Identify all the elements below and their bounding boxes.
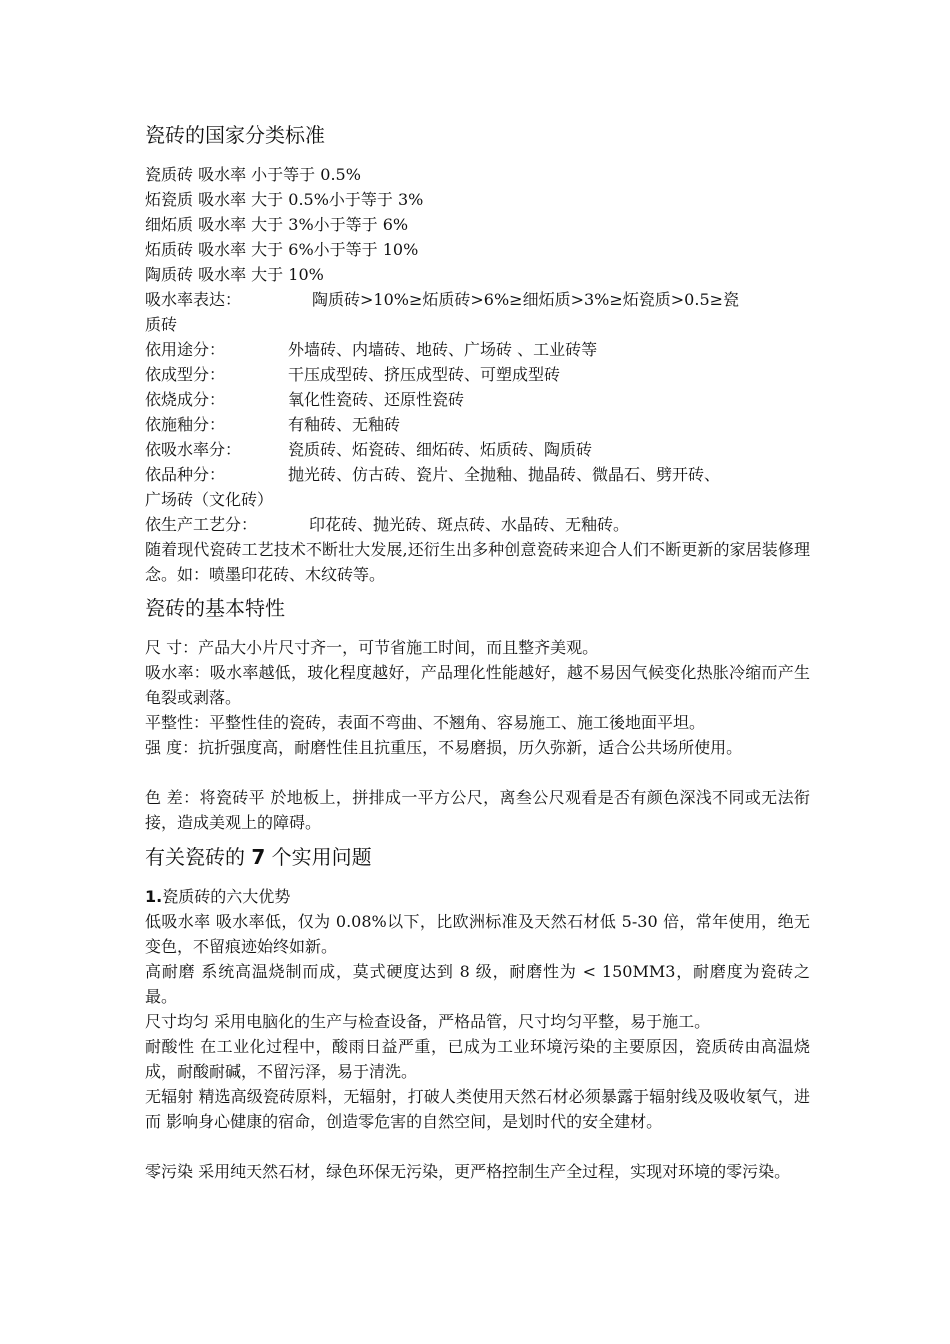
class-by-forming [145, 363, 560, 388]
section-title-questions [145, 843, 372, 871]
class-line-2: 炻瓷质 吸水率 大于 0.5%小于等于 3% [145, 190, 424, 209]
title-suffix: 个实用问题 [265, 845, 372, 869]
process-label: 依生产工艺分： [145, 515, 258, 534]
section-title-properties: 瓷砖的基本特性 [145, 596, 285, 620]
class-line-4: 炻质砖 吸水率 大于 6%小于等于 10% [145, 240, 419, 259]
class-label: 依施釉分： [145, 415, 226, 434]
class-line-5: 陶质砖 吸水率 大于 10% [145, 265, 324, 284]
subheading-text: 瓷质砖的六大优势 [162, 887, 291, 906]
advantage-no-radiation: 无辐射 精选高级瓷砖原料，无辐射，打破人类使用天然石材必须暴露于辐射线及吸收氡气，进而 影响身心健康的宿命，创造零危害的自然空间，是划时代的安全建材。 [145, 1087, 810, 1131]
property-absorption: 吸水率：吸水率越低，玻化程度越好，产品理化性能越好，越不易因气候变化热胀冷缩而产生龟裂或剥落。 [145, 663, 810, 707]
class-by-variety-cont: 广场砖（文化砖） [145, 490, 274, 509]
title-number: 7 [251, 845, 266, 869]
section-title-classification: 瓷砖的国家分类标准 [145, 123, 325, 147]
class-by-firing [145, 388, 464, 413]
title-prefix: 有关瓷砖的 [145, 845, 252, 869]
property-strength: 强 度：抗折强度高，耐磨性佳且抗重压，不易磨损，历久弥新，适合公共场所使用。 [145, 738, 743, 757]
absorption-label: 吸水率表达： [145, 290, 242, 309]
class-by-absorption [145, 438, 592, 463]
class-value: 瓷质砖、炻瓷砖、细炻砖、炻质砖、陶质砖 [288, 440, 593, 459]
process-value: 印花砖、抛光砖、斑点砖、水晶砖、无釉砖。 [309, 515, 630, 534]
class-value: 氧化性瓷砖、还原性瓷砖 [288, 390, 465, 409]
class-by-variety [145, 463, 720, 488]
advantage-zero-pollution: 零污染 采用纯天然石材，绿色环保无污染，更严格控制生产全过程，实现对环境的零污染。 [145, 1162, 791, 1181]
class-label: 依成型分： [145, 365, 226, 384]
class-label: 依吸水率分： [145, 440, 242, 459]
class-by-use [145, 338, 597, 363]
subheading-advantages [145, 885, 290, 910]
property-size: 尺 寸：产品大小片尺寸齐一，可节省施工时间，而且整齐美观。 [145, 638, 599, 657]
absorption-line [145, 288, 739, 313]
property-flatness: 平整性：平整性佳的瓷砖，表面不弯曲、不翘角、容易施工、施工後地面平坦。 [145, 713, 706, 732]
variety-label: 依品种分： [145, 465, 226, 484]
class-value: 干压成型砖、挤压成型砖、可塑成型砖 [288, 365, 561, 384]
class-value: 有釉砖、无釉砖 [288, 415, 401, 434]
advantage-uniform-size: 尺寸均匀 采用电脑化的生产与检查设备，严格品管，尺寸均匀平整，易于施工。 [145, 1012, 711, 1031]
subheading-number: 1. [145, 887, 163, 906]
advantage-low-absorption: 低吸水率 吸水率低，仅为 0.08%以下，比欧洲标准及天然石材低 5-30 倍，常年使用，绝无变色，不留痕迹始终如新。 [145, 912, 810, 956]
class-by-process [145, 513, 629, 538]
absorption-line-cont: 质砖 [145, 315, 178, 334]
class-by-glaze [145, 413, 400, 438]
intro-paragraph: 随着现代瓷砖工艺技术不断壮大发展,还衍生出多种创意瓷砖来迎合人们不断更新的家居装修理念。如：喷墨印花砖、木纹砖等。 [145, 540, 810, 584]
property-color-diff: 色 差：将瓷砖平 於地板上，拼排成一平方公尺，离叁公尺观看是否有颜色深浅不同或无法衔接，造成美观上的障碍。 [145, 788, 810, 832]
class-value: 外墙砖、内墙砖、地砖、广场砖 、工业砖等 [288, 340, 598, 359]
class-label: 依用途分： [145, 340, 226, 359]
class-label: 依烧成分： [145, 390, 226, 409]
advantage-wear-resistance: 高耐磨 系统高温烧制而成，莫式硬度达到 8 级，耐磨性为 < 150MM3，耐磨度为瓷砖之最。 [145, 962, 810, 1006]
class-line-1: 瓷质砖 吸水率 小于等于 0.5% [145, 165, 361, 184]
variety-value: 抛光砖、仿古砖、瓷片、全抛釉、抛晶砖、微晶石、劈开砖、 [288, 465, 721, 484]
absorption-value: 陶质砖>10%≥炻质砖>6%≥细炻质>3%≥炻瓷质>0.5≥瓷 [312, 290, 740, 309]
advantage-acid-resistance: 耐酸性 在工业化过程中，酸雨日益严重，已成为工业环境污染的主要原因，瓷质砖由高温烧成，耐酸耐碱，不留污泽，易于清洗。 [145, 1037, 810, 1081]
class-line-3: 细炻质 吸水率 大于 3%小于等于 6% [145, 215, 409, 234]
